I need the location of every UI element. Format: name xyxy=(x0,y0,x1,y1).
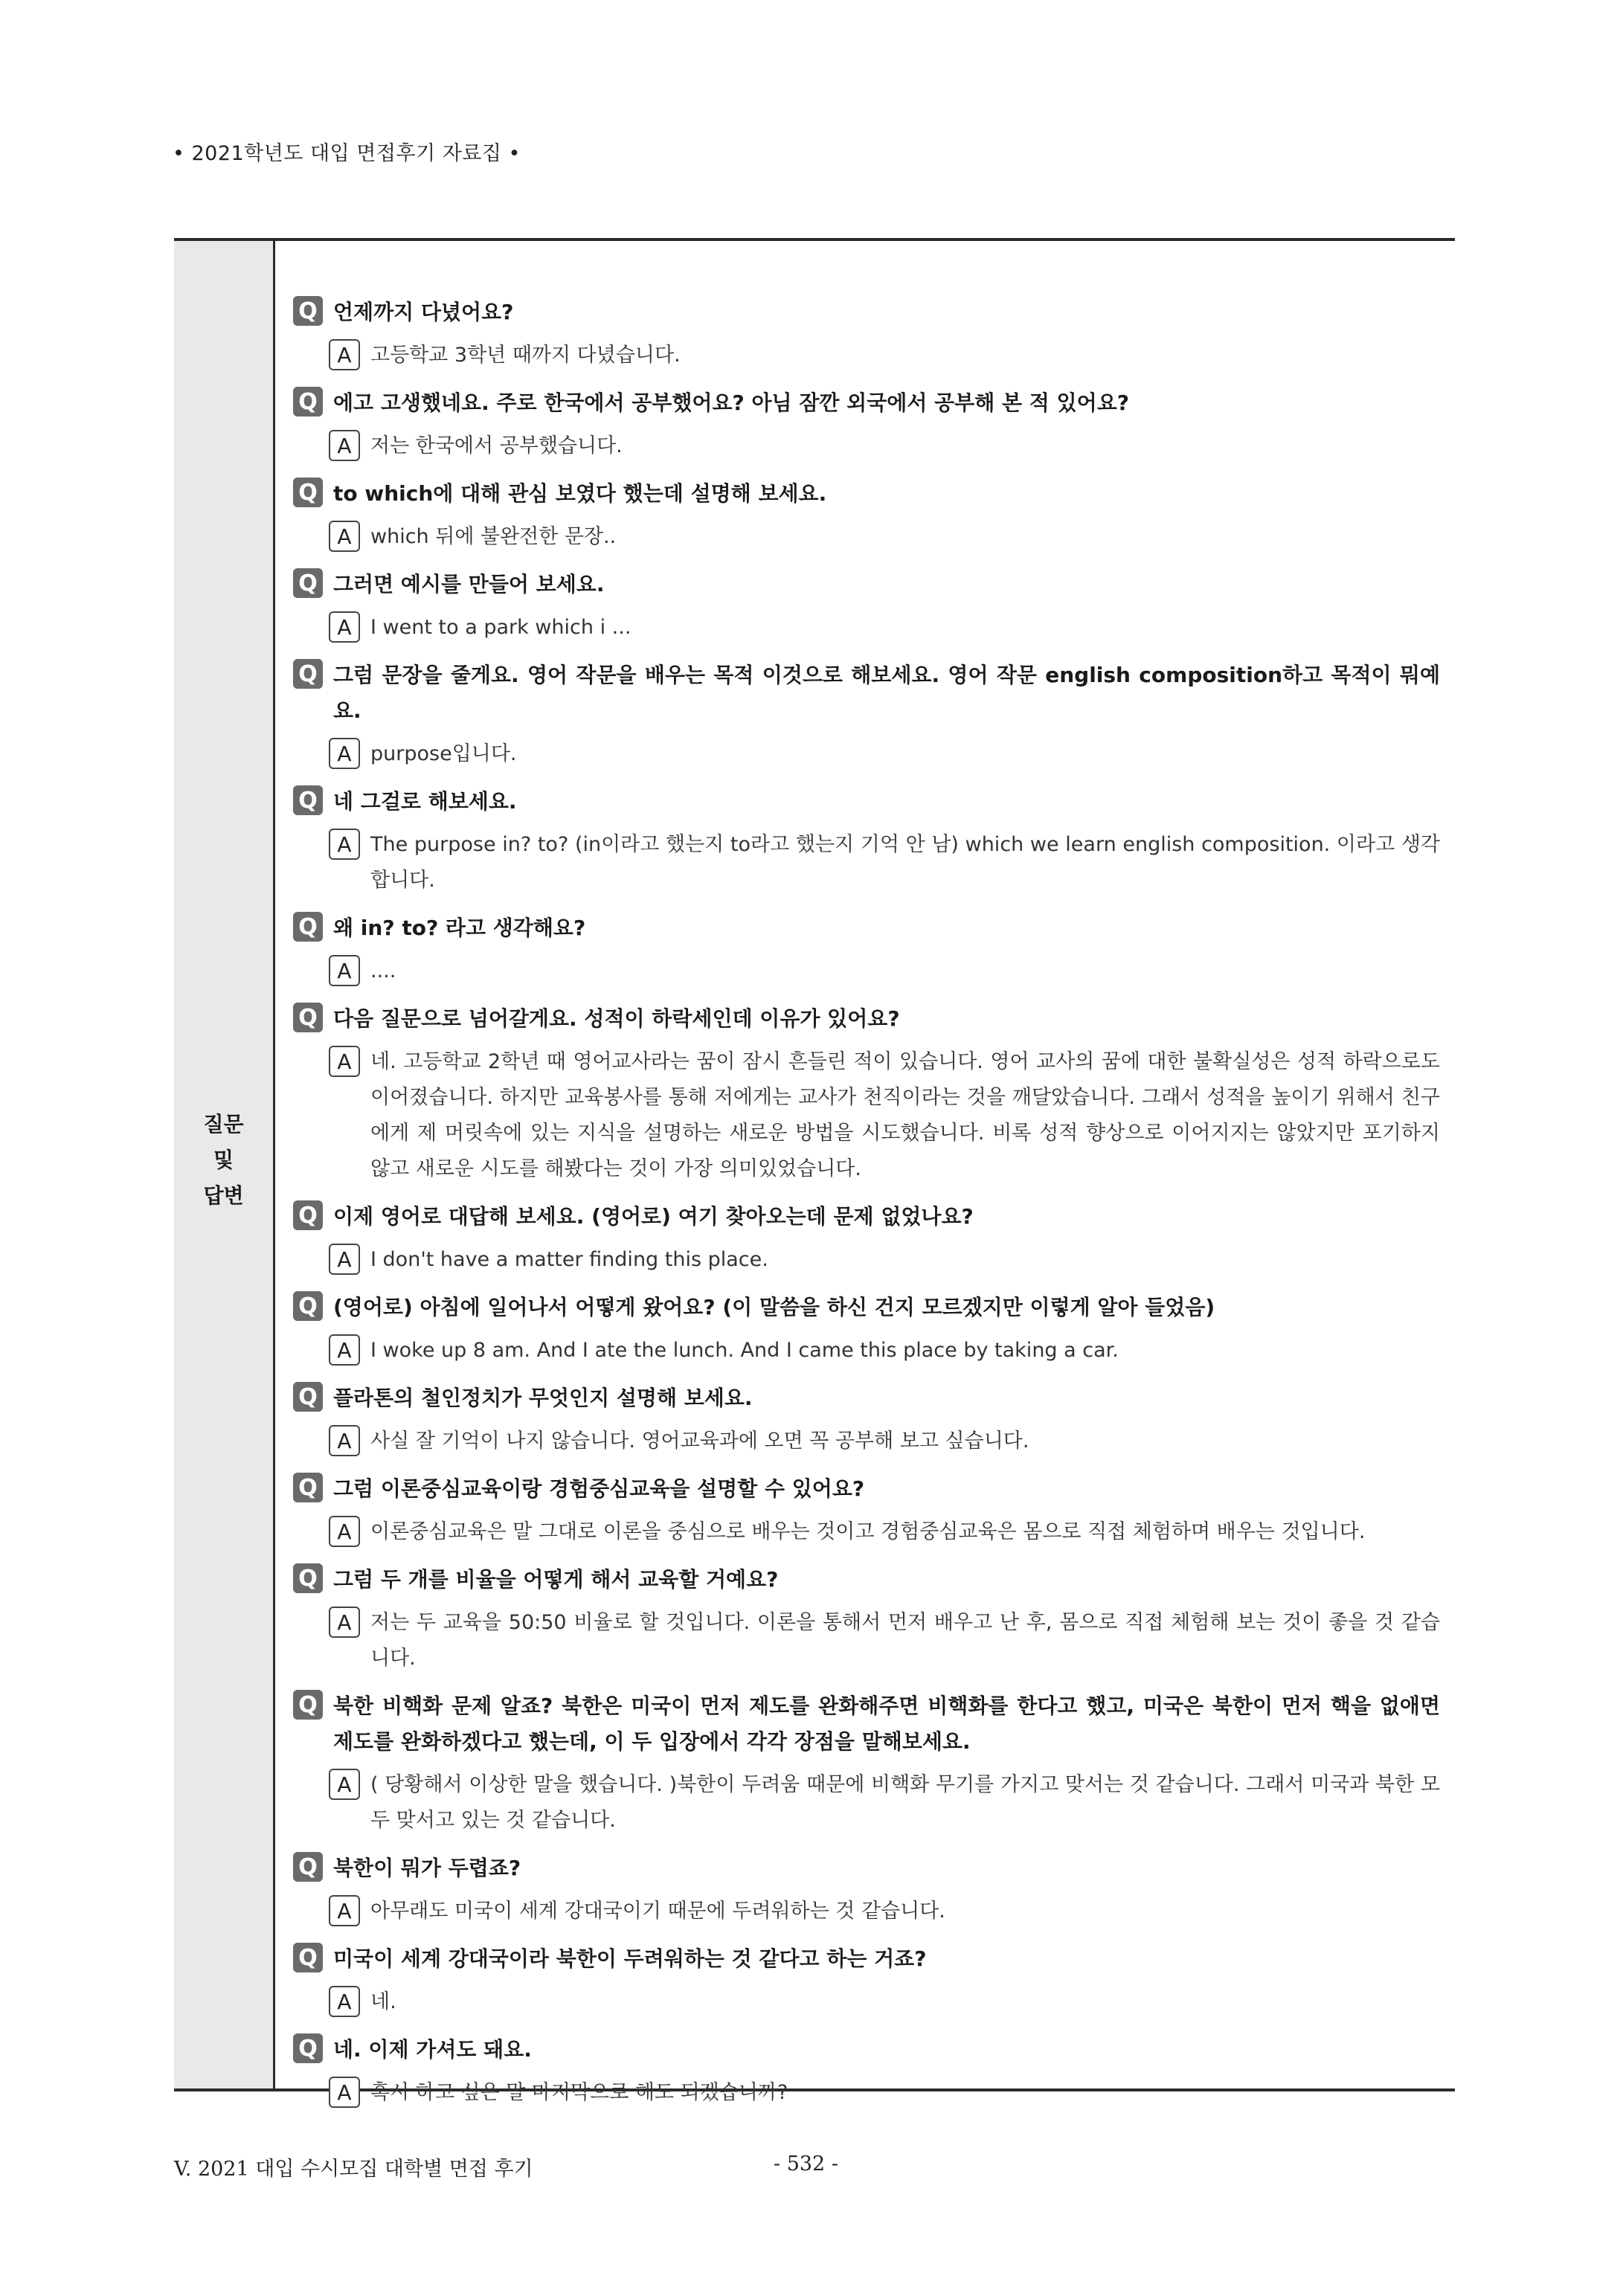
answer-text: 혹시 하고 싶은 말 마지막으로 해도 되겠습니까? xyxy=(370,2081,788,2104)
answer-text: 저는 한국에서 공부했습니다. xyxy=(370,434,623,457)
question-item xyxy=(293,567,1440,602)
answer-item xyxy=(329,736,1440,772)
question-text: 그러면 예시를 만들어 보세요. xyxy=(333,572,605,596)
question-item xyxy=(293,784,1440,820)
answer-badge-icon: A xyxy=(329,1046,360,1077)
question-text: to which에 대해 관심 보였다 했는데 설명해 보세요. xyxy=(333,481,827,506)
answer-text: 고등학교 3학년 때까지 다녔습니다. xyxy=(370,344,681,367)
answer-badge-icon: A xyxy=(329,430,360,461)
question-text: 네 그걸로 해보세요. xyxy=(333,789,517,814)
footer-section-title: V. 2021 대입 수시모집 대학별 면접 후기 xyxy=(174,2158,533,2181)
question-badge-icon: Q xyxy=(293,296,323,326)
question-item xyxy=(293,1850,1440,1886)
answer-text: I woke up 8 am. And I ate the lunch. And I came this place by taking a car. xyxy=(370,1339,1119,1362)
answer-item xyxy=(329,1984,1440,2020)
question-badge-icon: Q xyxy=(293,2033,323,2063)
question-text: 북한이 뭐가 두렵죠? xyxy=(333,1856,521,1880)
question-badge-icon: Q xyxy=(293,568,323,598)
answer-text: purpose입니다. xyxy=(370,742,517,765)
question-item xyxy=(293,1199,1440,1235)
answer-item xyxy=(329,1894,1440,1929)
question-text: 북한 비핵화 문제 알죠? 북한은 미국이 먼저 제도를 완화해주면 비핵화를 한다고 했고, 미국은 북한이 먼저 핵을 없애면 제도를 완화하겠다고 했는데, 이 두 입장에서 각각 장점을 말해보세요. xyxy=(333,1694,1440,1754)
question-item xyxy=(293,1688,1440,1760)
answer-badge-icon: A xyxy=(329,829,360,860)
question-badge-icon: Q xyxy=(293,1291,323,1321)
answer-item xyxy=(329,338,1440,373)
answer-badge-icon: A xyxy=(329,1334,360,1366)
answer-item xyxy=(329,1424,1440,1459)
question-item xyxy=(293,910,1440,946)
question-badge-icon: Q xyxy=(293,1852,323,1882)
answer-text: 네. xyxy=(370,1990,396,2013)
answer-item xyxy=(329,2075,1440,2111)
answer-text: which 뒤에 불완전한 문장.. xyxy=(370,525,617,548)
question-item xyxy=(293,1941,1440,1977)
question-item xyxy=(293,1290,1440,1325)
question-item xyxy=(293,476,1440,512)
answer-badge-icon: A xyxy=(329,2077,360,2108)
answer-text: 이론중심교육은 말 그대로 이론을 중심으로 배우는 것이고 경험중심교육은 몸으로 직접 체험하며 배우는 것입니다. xyxy=(370,1520,1366,1543)
answer-text: 저는 두 교육을 50:50 비율로 할 것입니다. 이론을 통해서 먼저 배우고 난 후, 몸으로 직접 체험해 보는 것이 좋을 것 같습니다. xyxy=(370,1611,1440,1670)
side-label-line: 질문 xyxy=(203,1112,244,1136)
running-header: • 2021학년도 대입 면접후기 자료집 • xyxy=(173,142,521,165)
side-label-line: 답변 xyxy=(203,1183,244,1208)
question-text: (영어로) 아침에 일어나서 어떻게 왔어요? (이 말씀을 하신 건지 모르겠지만 이렇게 알아 들었음) xyxy=(333,1295,1215,1319)
question-item xyxy=(293,2032,1440,2068)
answer-text: 아무래도 미국이 세계 강대국이기 때문에 두려워하는 것 같습니다. xyxy=(370,1900,945,1923)
answer-text: The purpose in? to? (in이라고 했는지 to라고 했는지 기억 안 남) which we learn english composition. 이라고 생각합니다. xyxy=(370,833,1440,892)
question-item xyxy=(293,657,1440,729)
answer-badge-icon: A xyxy=(329,1425,360,1456)
answer-item xyxy=(329,1333,1440,1369)
answer-badge-icon: A xyxy=(329,1516,360,1547)
question-text: 다음 질문으로 넘어갈게요. 성적이 하락세인데 이유가 있어요? xyxy=(333,1006,900,1031)
question-badge-icon: Q xyxy=(293,659,323,689)
question-badge-icon: Q xyxy=(293,912,323,942)
question-badge-icon: Q xyxy=(293,1563,323,1593)
question-item xyxy=(293,1562,1440,1598)
question-badge-icon: Q xyxy=(293,1003,323,1032)
page-number: - 532 - xyxy=(774,2152,838,2176)
question-item xyxy=(293,295,1440,330)
answer-item xyxy=(329,610,1440,646)
answer-item xyxy=(329,1044,1440,1187)
answer-badge-icon: A xyxy=(329,738,360,769)
question-badge-icon: Q xyxy=(293,477,323,507)
side-label-cell xyxy=(174,241,275,2088)
answer-text: .... xyxy=(370,959,396,983)
answer-item xyxy=(329,519,1440,555)
question-text: 에고 고생했네요. 주로 한국에서 공부했어요? 아님 잠깐 외국에서 공부해 본 적 있어요? xyxy=(333,390,1129,415)
question-badge-icon: Q xyxy=(293,1382,323,1412)
question-badge-icon: Q xyxy=(293,1690,323,1720)
answer-text: 네. 고등학교 2학년 때 영어교사라는 꿈이 잠시 흔들린 적이 있습니다. 영어 교사의 꿈에 대한 불확실성은 성적 하락으로도 이어졌습니다. 하지만 교육봉사를 통해 저에게는 교사가 천직이라는 것을 깨달았습니다. 그래서 성적을 높이기 위해서 친구에게 제 머릿속에 있는 지식을 설명하는 새로운 방법을 시도했습니다. 비록 성적 향상으로 이어지지는 않았지만 포기하지 않고 새로운 시도를 해봤다는 것이 가장 의미있었습니다. xyxy=(370,1050,1440,1180)
question-text: 네. 이제 가셔도 돼요. xyxy=(333,2037,532,2062)
answer-text: ( 당황해서 이상한 말을 했습니다. )북한이 두려움 때문에 비핵화 무기를 가지고 맞서는 것 같습니다. 그래서 미국과 북한 모두 맞서고 있는 것 같습니다. xyxy=(370,1773,1440,1832)
answer-item xyxy=(329,1242,1440,1278)
qa-content xyxy=(293,295,1440,2123)
answer-text: I went to a park which i ... xyxy=(370,616,631,639)
question-badge-icon: Q xyxy=(293,387,323,417)
qa-table xyxy=(174,238,1455,2105)
question-text: 그럼 이론중심교육이랑 경험중심교육을 설명할 수 있어요? xyxy=(333,1476,865,1501)
answer-badge-icon: A xyxy=(329,1244,360,1275)
answer-text: 사실 잘 기억이 나지 않습니다. 영어교육과에 오면 꼭 공부해 보고 싶습니다. xyxy=(370,1430,1029,1453)
answer-item xyxy=(329,954,1440,989)
answer-badge-icon: A xyxy=(329,339,360,370)
side-label xyxy=(174,1107,273,1214)
question-text: 그럼 두 개를 비율을 어떻게 해서 교육할 거예요? xyxy=(333,1567,779,1592)
answer-badge-icon: A xyxy=(329,1895,360,1926)
answer-badge-icon: A xyxy=(329,955,360,986)
side-label-line: 및 xyxy=(213,1148,234,1172)
question-badge-icon: Q xyxy=(293,1473,323,1502)
question-text: 그럼 문장을 줄게요. 영어 작문을 배우는 목적 이것으로 해보세요. 영어 작문 english composition하고 목적이 뭐예요. xyxy=(333,663,1440,723)
answer-badge-icon: A xyxy=(329,1607,360,1638)
question-item xyxy=(293,1380,1440,1416)
question-text: 언제까지 다녔어요? xyxy=(333,300,514,324)
question-badge-icon: Q xyxy=(293,785,323,815)
question-badge-icon: Q xyxy=(293,1943,323,1972)
question-text: 이제 영어로 대답해 보세요. (영어로) 여기 찾아오는데 문제 없었나요? xyxy=(333,1204,974,1229)
question-text: 플라톤의 철인정치가 무엇인지 설명해 보세요. xyxy=(333,1386,753,1410)
answer-item xyxy=(329,1767,1440,1839)
question-item xyxy=(293,385,1440,421)
question-text: 미국이 세계 강대국이라 북한이 두려워하는 것 같다고 하는 거죠? xyxy=(333,1946,927,1971)
answer-item xyxy=(329,827,1440,898)
answer-item xyxy=(329,428,1440,464)
question-text: 왜 in? to? 라고 생각해요? xyxy=(333,916,586,940)
answer-badge-icon: A xyxy=(329,521,360,552)
question-badge-icon: Q xyxy=(293,1200,323,1230)
answer-item xyxy=(329,1514,1440,1550)
answer-badge-icon: A xyxy=(329,1986,360,2017)
answer-text: I don't have a matter finding this place. xyxy=(370,1248,768,1271)
question-item xyxy=(293,1471,1440,1507)
answer-badge-icon: A xyxy=(329,611,360,643)
answer-item xyxy=(329,1605,1440,1676)
question-item xyxy=(293,1001,1440,1037)
answer-badge-icon: A xyxy=(329,1769,360,1800)
